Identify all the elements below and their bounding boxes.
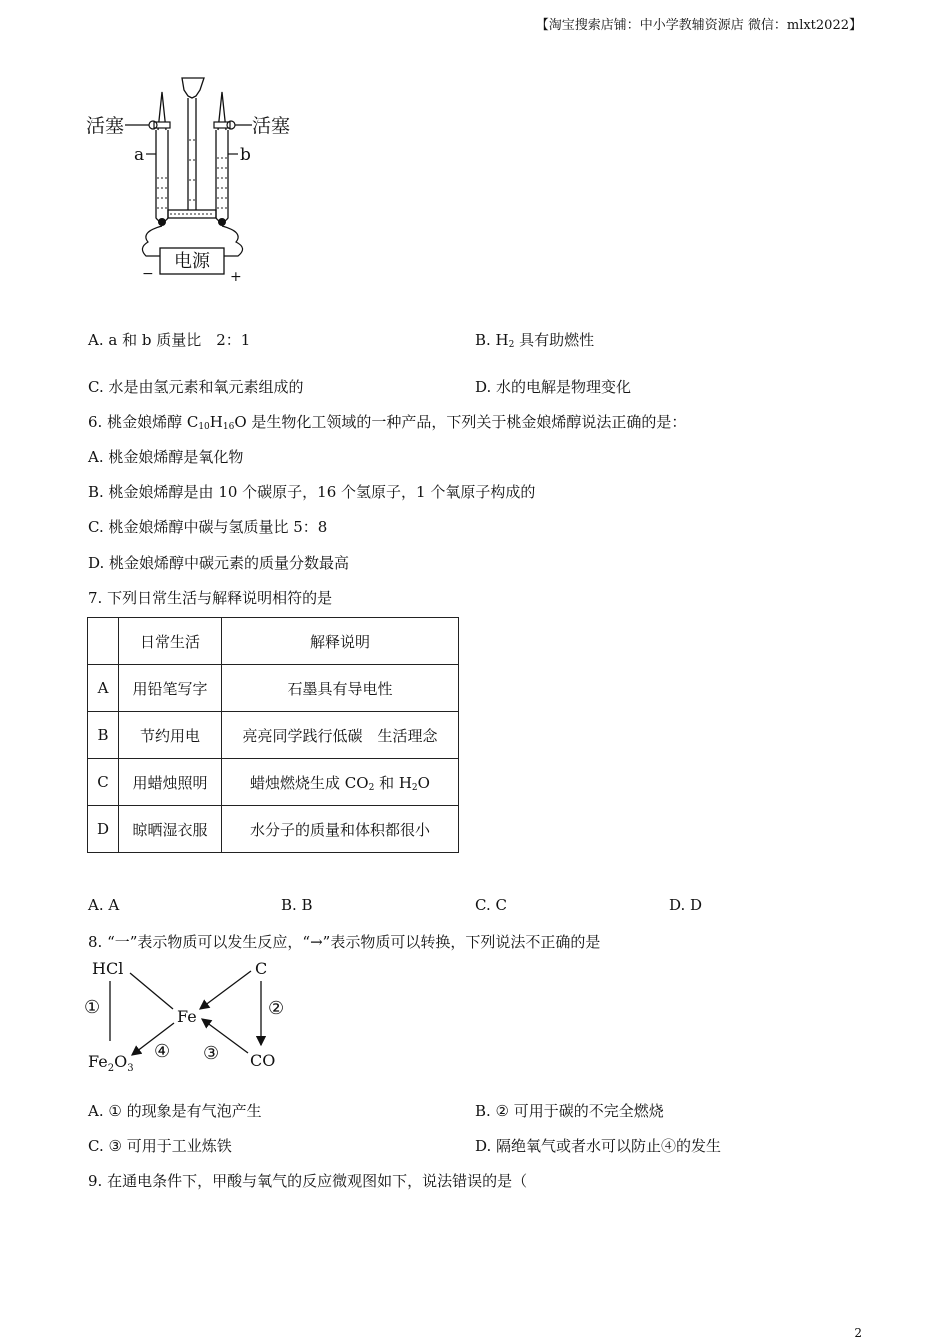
fe2o3-sub1: 2	[107, 1063, 115, 1074]
node-c: C	[255, 959, 268, 978]
row-life: 节约用电	[119, 712, 222, 759]
q6-sub2: 16	[222, 422, 235, 432]
fe2o3-sub2: 3	[127, 1063, 134, 1074]
node-co: CO	[250, 1051, 276, 1070]
power-label: 电源	[174, 251, 210, 272]
row-explain-text2: 和 H	[374, 773, 412, 792]
row-explain: 水分子的质量和体积都很小	[222, 806, 459, 853]
row-explain-sub2: 2	[411, 782, 418, 793]
row-explain: 亮亮同学践行低碳 生活理念	[222, 712, 459, 759]
electrolysis-apparatus-figure	[80, 70, 320, 285]
row-explain	[222, 759, 459, 806]
left-electrode	[158, 218, 166, 226]
q8-stem: 8. “一”表示物质可以发生反应，“→”表示物质可以转换，下列说法不正确的是	[88, 933, 601, 951]
num-3: ③	[203, 1043, 220, 1064]
table-row	[88, 712, 459, 759]
node-fe2o3	[88, 1052, 134, 1074]
table-row	[88, 806, 459, 853]
num-2: ②	[268, 998, 285, 1019]
row-explain-sub1: 2	[368, 782, 375, 793]
left-wire	[142, 226, 162, 256]
row-explain: 石墨具有导电性	[222, 665, 459, 712]
q6-stem	[88, 411, 686, 432]
left-valve-label: 活塞	[86, 115, 125, 137]
q6-option-d: D. 桃金娘烯醇中碳元素的质量分数最高	[88, 554, 350, 572]
q6-option-c: C. 桃金娘烯醇中碳与氢质量比 5：8	[88, 518, 328, 536]
q7-option-d: D. D	[669, 896, 703, 914]
table-header-cell: 日常生活	[119, 618, 222, 665]
right-electrode	[218, 218, 226, 226]
q7-option-b: B. B	[281, 896, 313, 914]
line-hcl-fe	[130, 973, 173, 1009]
row-explain-text3: O	[417, 773, 430, 792]
q6-stem-1: 6. 桃金娘烯醇 C	[88, 413, 199, 431]
q5-option-b-text2: 具有助燃性	[514, 331, 595, 349]
table-header-cell: 解释说明	[222, 618, 459, 665]
q5-option-b-text1: B. H	[475, 331, 509, 349]
page-number: 2	[854, 1326, 862, 1340]
table-header-row	[88, 618, 459, 665]
q5-option-c: C. 水是由氢元素和氧元素组成的	[88, 378, 304, 396]
q6-option-a: A. 桃金娘烯醇是氧化物	[88, 448, 244, 466]
num-1: ①	[84, 997, 101, 1018]
minus-sign: −	[142, 266, 154, 282]
funnel	[182, 78, 204, 98]
fe2o3-fe: Fe	[88, 1052, 108, 1071]
q8-option-b: B. ② 可用于碳的不完全燃烧	[475, 1102, 664, 1120]
right-valve-label: 活塞	[252, 115, 291, 137]
q6-option-b: B. 桃金娘烯醇是由 10 个碳原子，16 个氢原子，1 个氧原子构成的	[88, 483, 536, 501]
q9-stem: 9. 在通电条件下，甲酸与氧气的反应微观图如下，说法错误的是（	[88, 1172, 528, 1190]
node-hcl: HCl	[92, 959, 124, 978]
node-fe: Fe	[177, 1007, 197, 1026]
table-header-cell	[88, 618, 119, 665]
q7-stem: 7. 下列日常生活与解释说明相符的是	[88, 589, 333, 607]
arrow-c-fe	[200, 971, 251, 1009]
q7-table	[87, 617, 459, 853]
q7-option-c: C. C	[475, 896, 507, 914]
q8-option-d: D. 隔绝氧气或者水可以防止④的发生	[475, 1137, 722, 1155]
q5-option-a: A. a 和 b 质量比 2：1	[88, 331, 251, 349]
label-a: a	[134, 145, 145, 165]
q8-reaction-diagram	[80, 955, 310, 1080]
row-key: A	[88, 665, 119, 712]
q5-option-b-sub: 2	[508, 340, 515, 350]
row-key: C	[88, 759, 119, 806]
row-life: 用铅笔写字	[119, 665, 222, 712]
page-header: 【淘宝搜索店铺：中小学教辅资源店 微信：mlxt2022】	[535, 18, 862, 33]
table-row	[88, 759, 459, 806]
row-explain-text1: 蜡烛燃烧生成 CO	[250, 773, 369, 792]
q8-option-a: A. ① 的现象是有气泡产生	[88, 1102, 262, 1120]
label-b: b	[240, 145, 251, 165]
q7-option-a: A. A	[88, 896, 120, 914]
row-key: B	[88, 712, 119, 759]
plus-sign: +	[230, 269, 242, 285]
q6-sub1: 10	[198, 422, 210, 432]
q5-option-d: D. 水的电解是物理变化	[475, 378, 632, 396]
q5-option-b	[475, 329, 594, 350]
q6-stem-3: O 是生物化工领域的一种产品，下列关于桃金娘烯醇说法正确的是：	[234, 413, 687, 431]
table-row	[88, 665, 459, 712]
row-key: D	[88, 806, 119, 853]
num-4: ④	[154, 1041, 171, 1062]
row-life: 用蜡烛照明	[119, 759, 222, 806]
row-life: 晾晒湿衣服	[119, 806, 222, 853]
fe2o3-o: O	[114, 1052, 128, 1071]
q8-option-c: C. ③ 可用于工业炼铁	[88, 1137, 232, 1155]
right-wire	[222, 226, 243, 256]
q6-stem-2: H	[209, 413, 223, 431]
